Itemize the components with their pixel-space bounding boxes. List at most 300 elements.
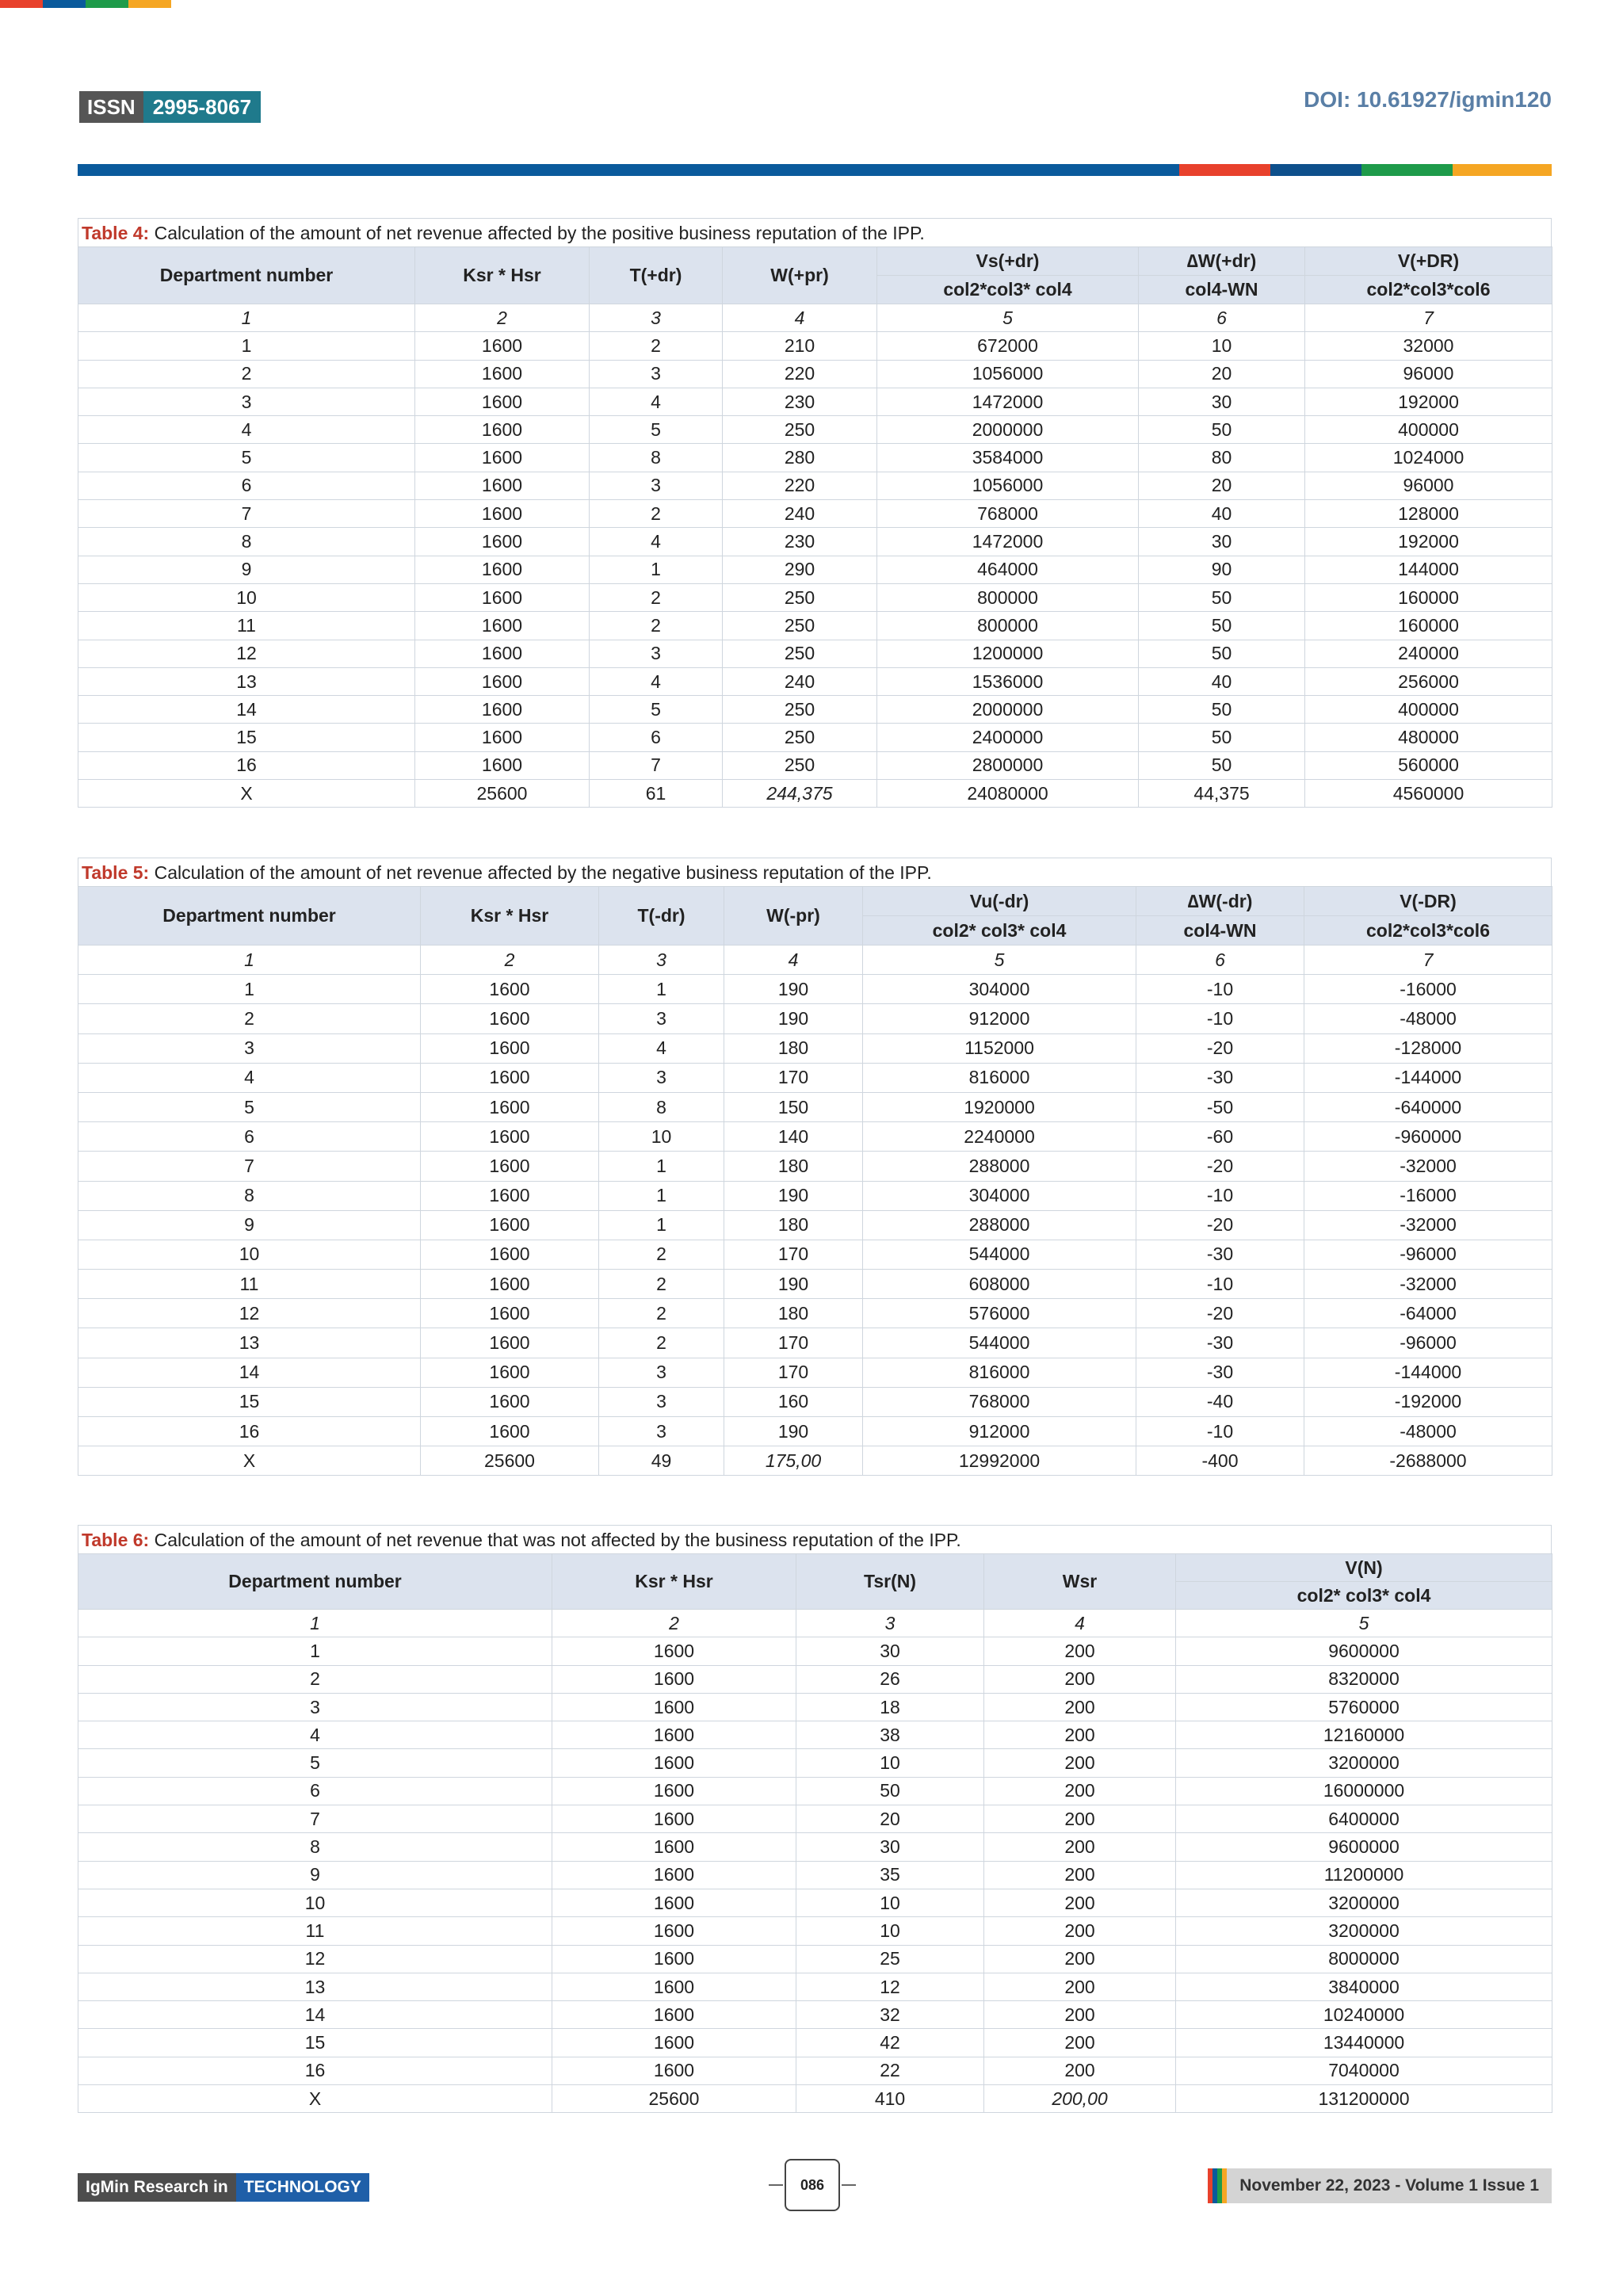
table-cell: -60 [1136, 1122, 1304, 1152]
table-cell: -10 [1136, 1004, 1304, 1033]
table-cell: 150 [724, 1092, 863, 1121]
table-cell: 90 [1139, 556, 1305, 583]
table-cell: 22 [796, 2057, 984, 2084]
table-cell: 200 [984, 1945, 1176, 1973]
table-header-cell: Ksr * Hsr [415, 247, 590, 304]
table-header-cell: ∆W(+dr) [1139, 247, 1305, 276]
table-cell: 3584000 [877, 444, 1139, 472]
table-cell: 1 [599, 975, 724, 1004]
table-cell: 4 [723, 304, 877, 332]
table-cell: 200 [984, 2001, 1176, 2029]
table-row [78, 1270, 1552, 1299]
table-subheader-cell: col2*col3*col6 [1304, 916, 1552, 946]
table-cell: -50 [1136, 1092, 1304, 1121]
table-row [78, 1833, 1552, 1861]
table-6-caption [78, 1525, 1552, 1553]
table-cell: 6400000 [1176, 1805, 1552, 1833]
table-cell: 16 [78, 1417, 421, 1446]
table-cell: 1600 [552, 1889, 796, 1916]
page-line-left [769, 2184, 783, 2186]
table-cell: 672000 [877, 332, 1139, 360]
issue-badge [1208, 2168, 1552, 2203]
table-cell: 160000 [1305, 583, 1552, 611]
table-cell: 4560000 [1305, 780, 1552, 808]
table-cell: 912000 [863, 1417, 1136, 1446]
table-row [78, 1210, 1552, 1240]
table-header-cell: Tsr(N) [796, 1554, 984, 1610]
table-cell: 2240000 [863, 1122, 1136, 1152]
table-cell: 5 [78, 1092, 421, 1121]
table-cell: 768000 [863, 1387, 1136, 1416]
table-row [78, 1328, 1552, 1358]
table-cell: 128000 [1305, 500, 1552, 528]
table-6-caption-text: Calculation of the amount of net revenue that was not affected by the business reputation of the IPP. [149, 1530, 961, 1550]
table-cell: 50 [796, 1777, 984, 1805]
table-cell: 13440000 [1176, 2029, 1552, 2057]
table-cell: 35 [796, 1861, 984, 1889]
table-cell: 288000 [863, 1152, 1136, 1181]
table-cell: 131200000 [1176, 2085, 1552, 2113]
table-cell: 3200000 [1176, 1917, 1552, 1945]
table-cell: 190 [724, 975, 863, 1004]
table-cell: 220 [723, 472, 877, 499]
table-cell: X [78, 1446, 421, 1476]
table-cell: 1600 [552, 1805, 796, 1833]
table-cell: 5 [590, 416, 723, 444]
table-cell: 16000000 [1176, 1777, 1552, 1805]
table-cell: -30 [1136, 1328, 1304, 1358]
table-cell: 11200000 [1176, 1861, 1552, 1889]
table-cell: 7 [78, 500, 415, 528]
table-cell: 1600 [552, 1777, 796, 1805]
table-cell: -96000 [1304, 1240, 1552, 1269]
table-cell: 7 [78, 1152, 421, 1181]
table-cell: 3 [599, 946, 724, 975]
table-cell: 20 [796, 1805, 984, 1833]
table-cell: 2 [590, 583, 723, 611]
table-cell: 1 [78, 946, 421, 975]
table-cell: 200 [984, 1805, 1176, 1833]
table-header-cell: T(+dr) [590, 247, 723, 304]
table-cell: 816000 [863, 1063, 1136, 1092]
issn-badge [79, 91, 261, 123]
table-row [78, 640, 1552, 667]
table-header-cell: V(-DR) [1304, 887, 1552, 916]
table-cell: 8 [590, 444, 723, 472]
issn-label: ISSN [79, 91, 143, 123]
table-cell: 20 [1139, 472, 1305, 499]
table-cell: 2 [78, 1004, 421, 1033]
table-row [78, 1805, 1552, 1833]
table-cell: 3200000 [1176, 1749, 1552, 1777]
table-cell: 50 [1139, 612, 1305, 640]
table-row [78, 2057, 1552, 2084]
table-cell: 1600 [552, 2029, 796, 2057]
page-number: 086 [785, 2159, 840, 2211]
table-6-tag: Table 6: [82, 1530, 150, 1550]
table-cell: 1 [78, 1610, 552, 1637]
table-cell: -128000 [1304, 1033, 1552, 1063]
table-cell: 2 [78, 1665, 552, 1693]
table-cell: 3 [78, 388, 415, 415]
table-cell: -192000 [1304, 1387, 1552, 1416]
table-cell: 5 [1176, 1610, 1552, 1637]
table-row [78, 1777, 1552, 1805]
table-cell: -20 [1136, 1152, 1304, 1181]
table-row [78, 1152, 1552, 1181]
table-row [78, 975, 1552, 1004]
table-row [78, 500, 1552, 528]
table-cell: 1600 [415, 724, 590, 751]
table-cell: 4 [78, 1721, 552, 1749]
table-cell: 1600 [552, 1917, 796, 1945]
table-cell: 190 [724, 1004, 863, 1033]
table-cell: 3 [590, 360, 723, 388]
table-cell: 2000000 [877, 416, 1139, 444]
table-cell: 4 [590, 528, 723, 556]
table-row [78, 2029, 1552, 2057]
table-cell: 10 [78, 1889, 552, 1916]
table-cell: 2 [590, 500, 723, 528]
table-cell: 280 [723, 444, 877, 472]
table-cell: 1600 [421, 1358, 599, 1387]
table-subheader-cell: col2*col3* col4 [877, 276, 1139, 304]
table-cell: 250 [723, 612, 877, 640]
table-cell: 1600 [552, 2001, 796, 2029]
table-header-cell: Department number [78, 887, 421, 946]
table-cell: 250 [723, 724, 877, 751]
table-cell: 6 [1136, 946, 1304, 975]
table-cell: 1 [590, 556, 723, 583]
total-row [78, 780, 1552, 808]
table-cell: 140 [724, 1122, 863, 1152]
table-cell: 10 [599, 1122, 724, 1152]
table-row [78, 472, 1552, 499]
table-cell: X [78, 2085, 552, 2113]
table-cell: 200 [984, 1973, 1176, 2000]
table-cell: 50 [1139, 583, 1305, 611]
table-cell: 190 [724, 1417, 863, 1446]
table-cell: 544000 [863, 1240, 1136, 1269]
table-cell: 1600 [552, 2057, 796, 2084]
table-cell: 10 [796, 1749, 984, 1777]
table-cell: 2000000 [877, 696, 1139, 724]
table-row [78, 444, 1552, 472]
table-cell: -30 [1136, 1240, 1304, 1269]
table-row [78, 1973, 1552, 2000]
table-row [78, 1122, 1552, 1152]
table-cell: 1472000 [877, 528, 1139, 556]
table-4-caption-text: Calculation of the amount of net revenue affected by the positive business reputation of the IPP. [149, 223, 925, 243]
table-row [78, 1945, 1552, 1973]
table-cell: 190 [724, 1181, 863, 1210]
table-cell: 9 [78, 1861, 552, 1889]
table-cell: 32 [796, 2001, 984, 2029]
corner-color-stripe [0, 0, 171, 8]
table-cell: 180 [724, 1033, 863, 1063]
table-row [78, 1749, 1552, 1777]
table-cell: 7 [590, 751, 723, 779]
table-cell: 26 [796, 1665, 984, 1693]
header-color-band [78, 164, 1552, 176]
table-row [78, 612, 1552, 640]
table-cell: -10 [1136, 1270, 1304, 1299]
table-row [78, 360, 1552, 388]
table-header-cell: T(-dr) [599, 887, 724, 946]
journal-badge [78, 2173, 369, 2202]
table-cell: 7 [78, 1805, 552, 1833]
table-cell: 5 [78, 1749, 552, 1777]
table-cell: 3 [599, 1417, 724, 1446]
table-cell: 8320000 [1176, 1665, 1552, 1693]
table-cell: 3 [78, 1033, 421, 1063]
table-cell: -40 [1136, 1387, 1304, 1416]
table-cell: 544000 [863, 1328, 1136, 1358]
table-cell: 14 [78, 2001, 552, 2029]
table-cell: 1600 [421, 1122, 599, 1152]
table-cell: 50 [1139, 640, 1305, 667]
table-5-tag: Table 5: [82, 862, 150, 883]
issue-color-bars [1208, 2168, 1227, 2203]
table-cell: 1600 [415, 388, 590, 415]
table-cell: 2 [599, 1240, 724, 1269]
table-cell: 912000 [863, 1004, 1136, 1033]
table-cell: 10 [796, 1889, 984, 1916]
table-cell: 250 [723, 583, 877, 611]
table-cell: -30 [1136, 1063, 1304, 1092]
table-cell: 30 [1139, 528, 1305, 556]
table-header-cell: V(+DR) [1305, 247, 1552, 276]
table-4-grid [78, 246, 1552, 808]
table-cell: 1600 [415, 444, 590, 472]
table-cell: 2400000 [877, 724, 1139, 751]
table-cell: 1600 [415, 612, 590, 640]
table-cell: 15 [78, 724, 415, 751]
table-cell: 816000 [863, 1358, 1136, 1387]
issue-date: November 22, 2023 - Volume 1 Issue 1 [1227, 2168, 1552, 2203]
table-cell: -48000 [1304, 1004, 1552, 1033]
table-cell: 4 [984, 1610, 1176, 1637]
table-cell: 1600 [421, 1387, 599, 1416]
table-cell: -20 [1136, 1210, 1304, 1240]
table-cell: 1600 [415, 583, 590, 611]
table-cell: 1 [599, 1181, 724, 1210]
table-cell: 1600 [552, 1973, 796, 2000]
table-cell: 7 [1304, 946, 1552, 975]
table-cell: 13 [78, 1328, 421, 1358]
table-cell: 1600 [421, 1299, 599, 1328]
table-cell: 288000 [863, 1210, 1136, 1240]
table-cell: 12 [796, 1973, 984, 2000]
table-cell: 180 [724, 1210, 863, 1240]
table-cell: 560000 [1305, 751, 1552, 779]
table-cell: 464000 [877, 556, 1139, 583]
table-cell: 1 [78, 304, 415, 332]
table-row [78, 1861, 1552, 1889]
table-cell: 8 [78, 1181, 421, 1210]
table-cell: 250 [723, 751, 877, 779]
table-cell: 1536000 [877, 667, 1139, 695]
table-cell: 2800000 [877, 751, 1139, 779]
table-cell: 768000 [877, 500, 1139, 528]
table-cell: 250 [723, 416, 877, 444]
table-cell: 576000 [863, 1299, 1136, 1328]
table-cell: 1600 [415, 416, 590, 444]
table-cell: 410 [796, 2085, 984, 2113]
table-cell: 304000 [863, 1181, 1136, 1210]
table-cell: 1600 [421, 1152, 599, 1181]
table-cell: 50 [1139, 724, 1305, 751]
table-cell: 304000 [863, 975, 1136, 1004]
table-cell: -144000 [1304, 1063, 1552, 1092]
table-cell: 1472000 [877, 388, 1139, 415]
table-cell: 192000 [1305, 528, 1552, 556]
table-cell: 50 [1139, 416, 1305, 444]
table-subheader-cell: col2* col3* col4 [1176, 1582, 1552, 1610]
table-cell: 2 [599, 1328, 724, 1358]
table-cell: -10 [1136, 1417, 1304, 1446]
table-row [78, 1889, 1552, 1916]
table-cell: 6 [78, 472, 415, 499]
table-cell: 1 [599, 1210, 724, 1240]
table-cell: 3 [599, 1358, 724, 1387]
table-subheader-cell: col2* col3* col4 [863, 916, 1136, 946]
table-cell: 3 [796, 1610, 984, 1637]
table-cell: 9 [78, 556, 415, 583]
table-cell: 15 [78, 2029, 552, 2057]
table-cell: 9600000 [1176, 1833, 1552, 1861]
table-row [78, 416, 1552, 444]
table-cell: 40 [1139, 500, 1305, 528]
table-cell: 1 [599, 1152, 724, 1181]
table-cell: -30 [1136, 1358, 1304, 1387]
table-cell: 1600 [415, 332, 590, 360]
table-cell: -32000 [1304, 1152, 1552, 1181]
table-cell: 250 [723, 696, 877, 724]
table-cell: 180 [724, 1299, 863, 1328]
table-cell: 1600 [415, 360, 590, 388]
table-row [78, 724, 1552, 751]
table-row [78, 1917, 1552, 1945]
table-cell: 480000 [1305, 724, 1552, 751]
table-cell: 200 [984, 1693, 1176, 1721]
table-cell: 192000 [1305, 388, 1552, 415]
table-row [78, 1004, 1552, 1033]
table-cell: -144000 [1304, 1358, 1552, 1387]
table-cell: 1600 [421, 1240, 599, 1269]
table-header-cell: V(N) [1176, 1554, 1552, 1582]
table-cell: 170 [724, 1240, 863, 1269]
table-row [78, 332, 1552, 360]
table-cell: 5 [863, 946, 1136, 975]
table-cell: -64000 [1304, 1299, 1552, 1328]
table-cell: 30 [1139, 388, 1305, 415]
table-cell: 230 [723, 528, 877, 556]
table-cell: -32000 [1304, 1270, 1552, 1299]
table-header-cell: W(+pr) [723, 247, 877, 304]
table-row [78, 667, 1552, 695]
issn-number: 2995-8067 [143, 91, 261, 123]
table-cell: 3 [590, 472, 723, 499]
journal-prefix: IgMin Research in [78, 2173, 236, 2202]
table-cell: 1056000 [877, 472, 1139, 499]
table-4-caption [78, 218, 1552, 246]
table-5-caption-text: Calculation of the amount of net revenue affected by the negative business reputation of the IPP. [149, 862, 932, 883]
table-cell: 6 [590, 724, 723, 751]
table-cell: -10 [1136, 1181, 1304, 1210]
table-cell: 24080000 [877, 780, 1139, 808]
table-cell: 170 [724, 1358, 863, 1387]
table-row [78, 556, 1552, 583]
table-cell: 8 [599, 1092, 724, 1121]
table-cell: 6 [1139, 304, 1305, 332]
table-cell: 1600 [552, 1749, 796, 1777]
table-6-grid [78, 1553, 1552, 2113]
table-cell: 250 [723, 640, 877, 667]
table-row [78, 1665, 1552, 1693]
table-cell: -10 [1136, 975, 1304, 1004]
table-cell: 5 [877, 304, 1139, 332]
table-cell: 16 [78, 751, 415, 779]
table-cell: 1600 [421, 1417, 599, 1446]
table-cell: 608000 [863, 1270, 1136, 1299]
table-cell: 11 [78, 1917, 552, 1945]
column-number-row [78, 946, 1552, 975]
table-cell: 3200000 [1176, 1889, 1552, 1916]
table-cell: 9600000 [1176, 1637, 1552, 1665]
table-row [78, 388, 1552, 415]
table-cell: 200 [984, 1861, 1176, 1889]
table-cell: 200 [984, 1721, 1176, 1749]
table-cell: 4 [590, 667, 723, 695]
table-header-cell: Wsr [984, 1554, 1176, 1610]
table-cell: 144000 [1305, 556, 1552, 583]
table-cell: 170 [724, 1063, 863, 1092]
table-cell: 1600 [552, 1637, 796, 1665]
table-cell: -960000 [1304, 1122, 1552, 1152]
table-cell: 200 [984, 1665, 1176, 1693]
table-cell: 10 [78, 583, 415, 611]
table-row [78, 1092, 1552, 1121]
table-cell: 12 [78, 1945, 552, 1973]
table-cell: 96000 [1305, 360, 1552, 388]
table-cell: 30 [796, 1637, 984, 1665]
table-cell: 4 [78, 416, 415, 444]
table-cell: 1600 [552, 1945, 796, 1973]
table-cell: -32000 [1304, 1210, 1552, 1240]
table-row [78, 1721, 1552, 1749]
table-cell: 1600 [552, 1861, 796, 1889]
table-cell: 42 [796, 2029, 984, 2057]
journal-subject: TECHNOLOGY [236, 2173, 369, 2202]
table-cell: 240 [723, 500, 877, 528]
table-cell: 1600 [552, 1721, 796, 1749]
table-cell: 8 [78, 1833, 552, 1861]
table-row [78, 1693, 1552, 1721]
table-cell: 2 [415, 304, 590, 332]
table-cell: 1600 [552, 1665, 796, 1693]
page-line-right [842, 2184, 856, 2186]
table-row [78, 1387, 1552, 1416]
table-cell: 1600 [415, 500, 590, 528]
table-cell: 20 [1139, 360, 1305, 388]
table-cell: 1600 [421, 975, 599, 1004]
table-cell: 25600 [552, 2085, 796, 2113]
table-cell: 6 [78, 1777, 552, 1805]
table-cell: 200 [984, 1777, 1176, 1805]
table-cell: 1600 [421, 1210, 599, 1240]
doi-link[interactable]: DOI: 10.61927/igmin120 [1304, 87, 1552, 112]
